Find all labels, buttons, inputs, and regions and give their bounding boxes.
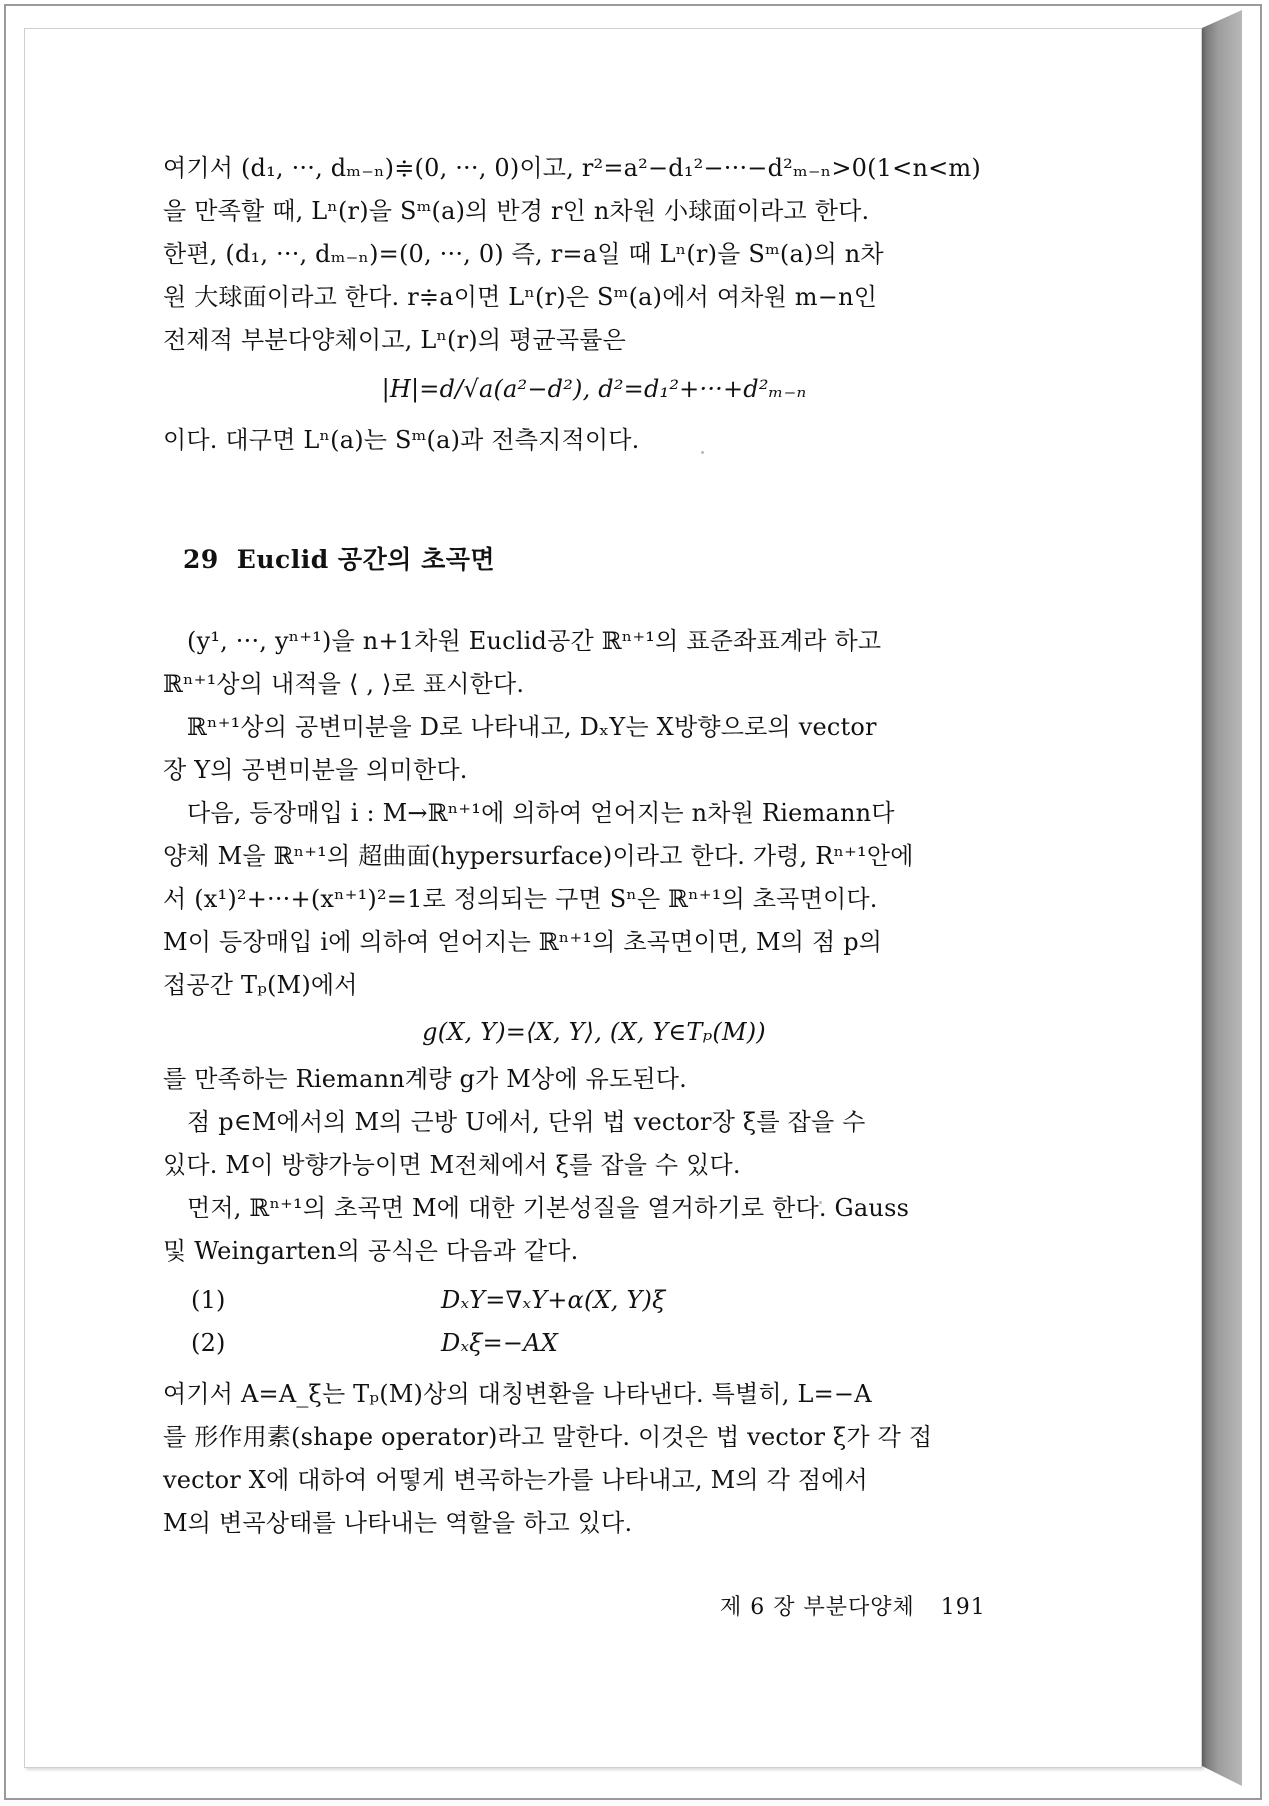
- text-line: M의 변곡상태를 나타내는 역할을 하고 있다.: [163, 1509, 633, 1537]
- page-footer: [720, 1590, 986, 1621]
- section-number: 29: [183, 545, 219, 574]
- text-line: (y¹, ···, yⁿ⁺¹)을 n+1차원 Euclid공간 ℝⁿ⁺¹의 표준좌표계라 하고: [187, 627, 882, 655]
- section-body: [163, 620, 1025, 1545]
- weingarten-formula: Dₓξ=−AX: [441, 1329, 559, 1357]
- text-line: 다음, 등장매입 i : M→ℝⁿ⁺¹에 의하여 얻어지는 n차원 Riemann다: [187, 799, 895, 827]
- gauss-formula: DₓY=∇ₓY+α(X, Y)ξ: [441, 1286, 666, 1314]
- text-line: 한편, (d₁, ···, dₘ₋ₙ)=(0, ···, 0) 즉, r=a일 때 Lⁿ(r)을 Sᵐ(a)의 n차: [163, 240, 884, 268]
- section-title: Euclid 공간의 초곡면: [236, 545, 496, 574]
- text-line: 를 만족하는 Riemann계량 g가 M상에 유도된다.: [163, 1065, 688, 1093]
- text-line: 를 形作用素(shape operator)라고 말한다. 이것은 법 vector ξ가 각 접: [163, 1423, 933, 1451]
- top-paragraph: [163, 147, 1025, 462]
- equation-1: [163, 1279, 1025, 1322]
- chapter-label: 제 6 장 부분다양체: [720, 1595, 915, 1620]
- text-line: ℝⁿ⁺¹상의 내적을 ⟨ , ⟩로 표시한다.: [163, 670, 525, 698]
- text-line: 점 p∈M에서의 M의 근방 U에서, 단위 법 vector장 ξ를 잡을 수: [187, 1108, 866, 1136]
- text-line: 을 만족할 때, Lⁿ(r)을 Sᵐ(a)의 반경 r인 n차원 小球面이라고 한다.: [163, 197, 870, 225]
- equation-tag: (2): [191, 1329, 226, 1357]
- text-line: ℝⁿ⁺¹상의 공변미분을 D로 나타내고, DₓY는 X방향으로의 vector: [187, 713, 877, 741]
- text-line: M이 등장매입 i에 의하여 얻어지는 ℝⁿ⁺¹의 초곡면이면, M의 점 p의: [163, 928, 883, 956]
- text-line: 원 大球面이라고 한다. r≑a이면 Lⁿ(r)은 Sᵐ(a)에서 여차원 m−n인: [163, 283, 878, 311]
- text-line: vector X에 대하여 어떻게 변곡하는가를 나타내고, M의 각 점에서: [163, 1466, 868, 1494]
- text-line: 양체 M을 ℝⁿ⁺¹의 超曲面(hypersurface)이라고 한다. 가령, Rⁿ⁺¹안에: [163, 842, 914, 870]
- text-line: 먼저, ℝⁿ⁺¹의 초곡면 M에 대한 기본성질을 열거하기로 한다. Gauss: [187, 1194, 910, 1222]
- metric-formula: g(X, Y)=⟨X, Y⟩, (X, Y∈Tₚ(M)): [422, 1018, 766, 1046]
- mean-curvature-formula: |H|=d/√a(a²−d²), d²=d₁²+···+d²ₘ₋ₙ: [381, 375, 807, 403]
- text-line: 전제적 부분다양체이고, Lⁿ(r)의 평균곡률은: [163, 326, 626, 354]
- text-line: 이다. 대구면 Lⁿ(a)는 Sᵐ(a)과 전측지적이다.: [163, 426, 640, 454]
- equation-2: [163, 1322, 1025, 1365]
- text-line: 서 (x¹)²+···+(xⁿ⁺¹)²=1로 정의되는 구면 Sⁿ은 ℝⁿ⁺¹의 초곡면이다.: [163, 885, 878, 913]
- text-line: 여기서 A=A_ξ는 Tₚ(M)상의 대칭변환을 나타낸다. 특별히, L=−A: [163, 1380, 872, 1408]
- page-number: 191: [940, 1595, 986, 1620]
- section-heading: [183, 540, 495, 576]
- text-line: 있다. M이 방향가능이면 M전체에서 ξ를 잡을 수 있다.: [163, 1151, 741, 1179]
- text-line: 장 Y의 공변미분을 의미한다.: [163, 756, 468, 784]
- equation-tag: (1): [191, 1286, 226, 1314]
- text-line: 접공간 Tₚ(M)에서: [163, 971, 358, 999]
- text-line: 및 Weingarten의 공식은 다음과 같다.: [163, 1237, 579, 1265]
- text-line: 여기서 (d₁, ···, dₘ₋ₙ)≑(0, ···, 0)이고, r²=a²−d₁²−···−d²ₘ₋ₙ>0(1<n<m): [163, 154, 981, 182]
- book-spine: [1202, 10, 1242, 1786]
